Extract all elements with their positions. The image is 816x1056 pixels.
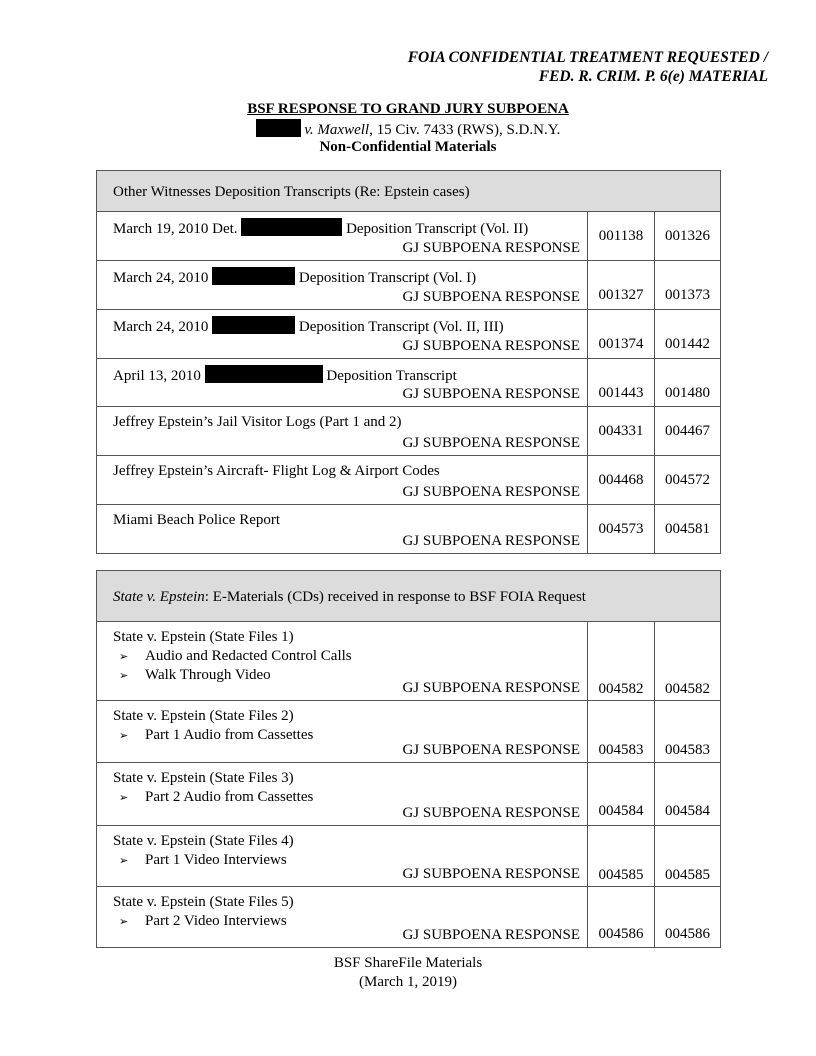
table-row: State v. Epstein (State Files 4) ➢ Part 1 Video Interviews GJ SUBPOENA RESPONSE 004585 004585 xyxy=(97,826,721,887)
list-item: ➢ Part 2 Video Interviews xyxy=(119,913,287,929)
table-row: Miami Beach Police Report GJ SUBPOENA RESPONSE 004573 004581 xyxy=(97,505,721,554)
bates-end: 004586 xyxy=(665,926,710,942)
arrow-bullet-icon: ➢ xyxy=(119,854,129,867)
table-row: State v. Epstein (State Files 3) ➢ Part 2 Audio from Cassettes GJ SUBPOENA RESPONSE 004584 004584 xyxy=(97,763,721,826)
bates-begin: 004331 xyxy=(598,423,644,439)
bates-begin: 001443 xyxy=(598,385,644,401)
footer-line-1: BSF ShareFile Materials xyxy=(333,955,483,971)
table-row: State v. Epstein (State Files 5) ➢ Part 2 Video Interviews GJ SUBPOENA RESPONSE 004586 004586 xyxy=(97,887,721,948)
list-item: ➢ Audio and Redacted Control Calls xyxy=(119,648,352,664)
bates-begin: 001327 xyxy=(598,287,644,303)
redaction-bar xyxy=(241,218,342,236)
bates-end: 001326 xyxy=(665,228,711,244)
table-row: March 19, 2010 Det. Deposition Transcript (Vol. II) GJ SUBPOENA RESPONSE 001138 001326 xyxy=(97,212,721,261)
table-row: Jeffrey Epstein’s Aircraft- Flight Log & Airport Codes GJ SUBPOENA RESPONSE 004468 004572 xyxy=(97,456,721,505)
arrow-bullet-icon: ➢ xyxy=(119,669,129,682)
arrow-bullet-icon: ➢ xyxy=(119,915,129,928)
table-heading: State v. Epstein: E-Materials (CDs) received in response to BSF FOIA Request xyxy=(97,571,721,622)
bates-begin: 004586 xyxy=(598,926,644,942)
bates-begin: 004583 xyxy=(598,742,644,758)
state-e-materials-table xyxy=(96,570,721,948)
bates-begin: 004573 xyxy=(598,521,644,537)
bates-begin: 001374 xyxy=(598,336,644,352)
bates-end: 001373 xyxy=(665,287,711,303)
bates-end: 004581 xyxy=(665,521,711,537)
witness-transcripts-table xyxy=(96,170,721,554)
header-line-1: FOIA CONFIDENTIAL TREATMENT REQUESTED / xyxy=(407,49,768,66)
bates-begin: 004584 xyxy=(598,803,644,819)
table-row: State v. Epstein (State Files 1) ➢ Audio and Redacted Control Calls ➢ Walk Through Video GJ SUBPOENA RESPONSE 004582 004582 xyxy=(97,622,721,701)
bates-end: 004572 xyxy=(665,472,711,488)
arrow-bullet-icon: ➢ xyxy=(119,791,129,804)
table-row: April 13, 2010 Deposition Transcript GJ SUBPOENA RESPONSE 001443 001480 xyxy=(97,359,721,407)
bates-end: 001442 xyxy=(665,336,711,352)
table-row: Jeffrey Epstein’s Jail Visitor Logs (Part 1 and 2) GJ SUBPOENA RESPONSE 004331 004467 xyxy=(97,407,721,456)
table-row: March 24, 2010 Deposition Transcript (Vol. I) GJ SUBPOENA RESPONSE 001327 001373 xyxy=(97,261,721,310)
redaction-bar xyxy=(212,316,295,334)
document-title: BSF RESPONSE TO GRAND JURY SUBPOENA xyxy=(247,101,569,117)
bates-end: 004584 xyxy=(665,803,710,819)
list-item: ➢ Part 1 Video Interviews xyxy=(119,852,287,868)
footer-line-2: (March 1, 2019) xyxy=(359,974,457,990)
bates-end: 004582 xyxy=(665,681,710,697)
bates-end: 004583 xyxy=(665,742,710,758)
table-row: State v. Epstein (State Files 2) ➢ Part 1 Audio from Cassettes GJ SUBPOENA RESPONSE 004583 004583 xyxy=(97,701,721,763)
bates-end: 004467 xyxy=(665,423,711,439)
list-item: ➢ Part 2 Audio from Cassettes xyxy=(119,789,314,805)
arrow-bullet-icon: ➢ xyxy=(119,729,129,742)
bates-begin: 004468 xyxy=(598,472,644,488)
bates-begin: 004585 xyxy=(598,867,644,883)
table-heading: Other Witnesses Deposition Transcripts (Re: Epstein cases) xyxy=(97,171,721,212)
confidential-header xyxy=(408,48,768,86)
bates-begin: 004582 xyxy=(598,681,644,697)
redaction-bar xyxy=(256,119,301,137)
bates-end: 001480 xyxy=(665,385,711,401)
table-row: March 24, 2010 Deposition Transcript (Vol. II, III) GJ SUBPOENA RESPONSE 001374 001442 xyxy=(97,310,721,359)
document-subtitle: Non-Confidential Materials xyxy=(319,139,497,155)
case-name: v. Maxwell xyxy=(304,122,370,138)
list-item: ➢ Part 1 Audio from Cassettes xyxy=(119,727,314,743)
arrow-bullet-icon: ➢ xyxy=(119,650,129,663)
bates-end: 004585 xyxy=(665,867,710,883)
redaction-bar xyxy=(205,365,323,383)
header-line-2: FED. R. CRIM. P. 6(e) MATERIAL xyxy=(538,68,768,85)
bates-begin: 001138 xyxy=(598,228,644,244)
case-number: , 15 Civ. 7433 (RWS), S.D.N.Y. xyxy=(369,122,561,138)
list-item: ➢ Walk Through Video xyxy=(119,667,271,683)
redaction-bar xyxy=(212,267,295,285)
case-caption xyxy=(0,119,816,140)
